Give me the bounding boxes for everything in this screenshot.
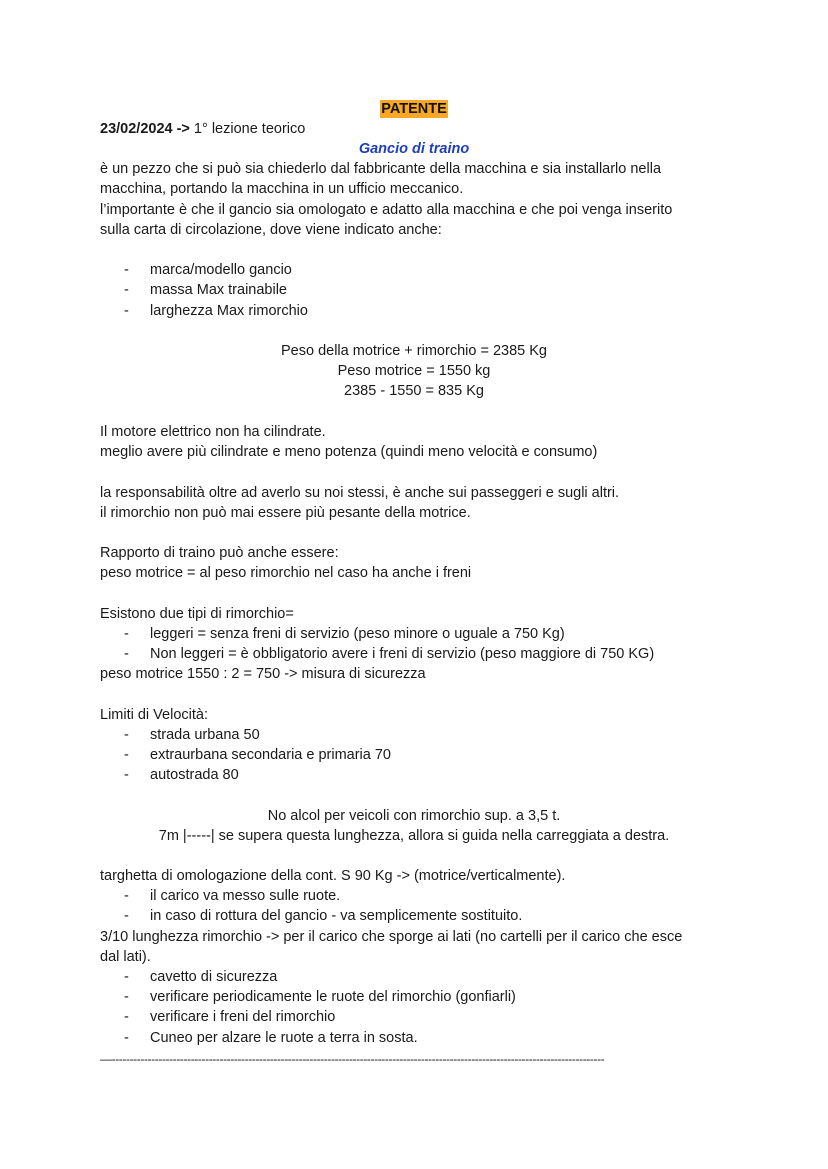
paragraph-line: peso motrice 1550 : 2 = 750 -> misura di sicurezza [100, 666, 426, 682]
list-item: - leggeri = senza freni di servizio (peso minore o uguale a 750 Kg) [124, 626, 565, 642]
list-item: - massa Max trainabile [124, 282, 287, 298]
paragraph-line: Il motore elettrico non ha cilindrate. [100, 424, 326, 440]
centered-line: 7m |-----| se supera questa lunghezza, allora si guida nella carreggiata a destra. [158, 828, 670, 844]
trailers-heading: Esistono due tipi di rimorchio= [100, 606, 294, 622]
intro-line: macchina, portando la macchina in un ufficio meccanico. [100, 181, 464, 197]
lesson-header [100, 119, 305, 139]
centered-line: No alcol per veicoli con rimorchio sup. a 3,5 t. [267, 808, 561, 824]
list-item: - in caso di rottura del gancio - va semplicemente sostituito. [124, 908, 523, 924]
section-subtitle: Gancio di traino [358, 141, 470, 157]
document-title: PATENTE [381, 101, 447, 117]
paragraph-line: targhetta di omologazione della cont. S 90 Kg -> (motrice/verticalmente). [100, 868, 566, 884]
paragraph-line: Rapporto di traino può anche essere: [100, 545, 339, 561]
paragraph-line: peso motrice = al peso rimorchio nel caso ha anche i freni [100, 565, 472, 581]
list-item: - verificare i freni del rimorchio [124, 1009, 336, 1025]
list-item: - larghezza Max rimorchio [124, 303, 308, 319]
paragraph-line: il rimorchio non può mai essere più pesante della motrice. [100, 505, 471, 521]
separator-line: —----------------------------------------------------------------------------------------------------------------------------------------- [100, 1052, 605, 1066]
calc-line: Peso della motrice + rimorchio = 2385 Kg [281, 343, 547, 359]
intro-line: l’importante è che il gancio sia omologato e adatto alla macchina e che poi venga inserito [100, 202, 673, 218]
list-item: - verificare periodicamente le ruote del rimorchio (gonfiarli) [124, 989, 516, 1005]
calc-line: Peso motrice = 1550 kg [337, 363, 491, 379]
paragraph-line: la responsabilità oltre ad averlo su noi stessi, è anche sui passeggeri e sugli altri. [100, 485, 620, 501]
intro-line: è un pezzo che si può sia chiederlo dal fabbricante della macchina e sia installarlo nella [100, 161, 662, 177]
lesson-date: 23/02/2024 -> [100, 121, 190, 137]
list-item: - marca/modello gancio [124, 262, 292, 278]
paragraph-line: dal lati). [100, 949, 151, 965]
list-item: - il carico va messo sulle ruote. [124, 888, 341, 904]
list-item: - extraurbana secondaria e primaria 70 [124, 747, 391, 763]
list-item: - cavetto di sicurezza [124, 969, 278, 985]
list-item: - Non leggeri = è obbligatorio avere i freni di servizio (peso maggiore di 750 KG) [124, 646, 655, 662]
list-item: - strada urbana 50 [124, 727, 260, 743]
list-item: - autostrada 80 [124, 767, 239, 783]
paragraph-line: meglio avere più cilindrate e meno potenza (quindi meno velocità e consumo) [100, 444, 598, 460]
intro-line: sulla carta di circolazione, dove viene indicato anche: [100, 222, 442, 238]
lesson-label: 1° lezione teorico [189, 121, 306, 137]
speed-heading: Limiti di Velocità: [100, 707, 208, 723]
calc-line: 2385 - 1550 = 835 Kg [344, 383, 484, 399]
list-item: - Cuneo per alzare le ruote a terra in sosta. [124, 1030, 418, 1046]
paragraph-line: 3/10 lunghezza rimorchio -> per il carico che sporge ai lati (no cartelli per il carico che esce [100, 929, 683, 945]
